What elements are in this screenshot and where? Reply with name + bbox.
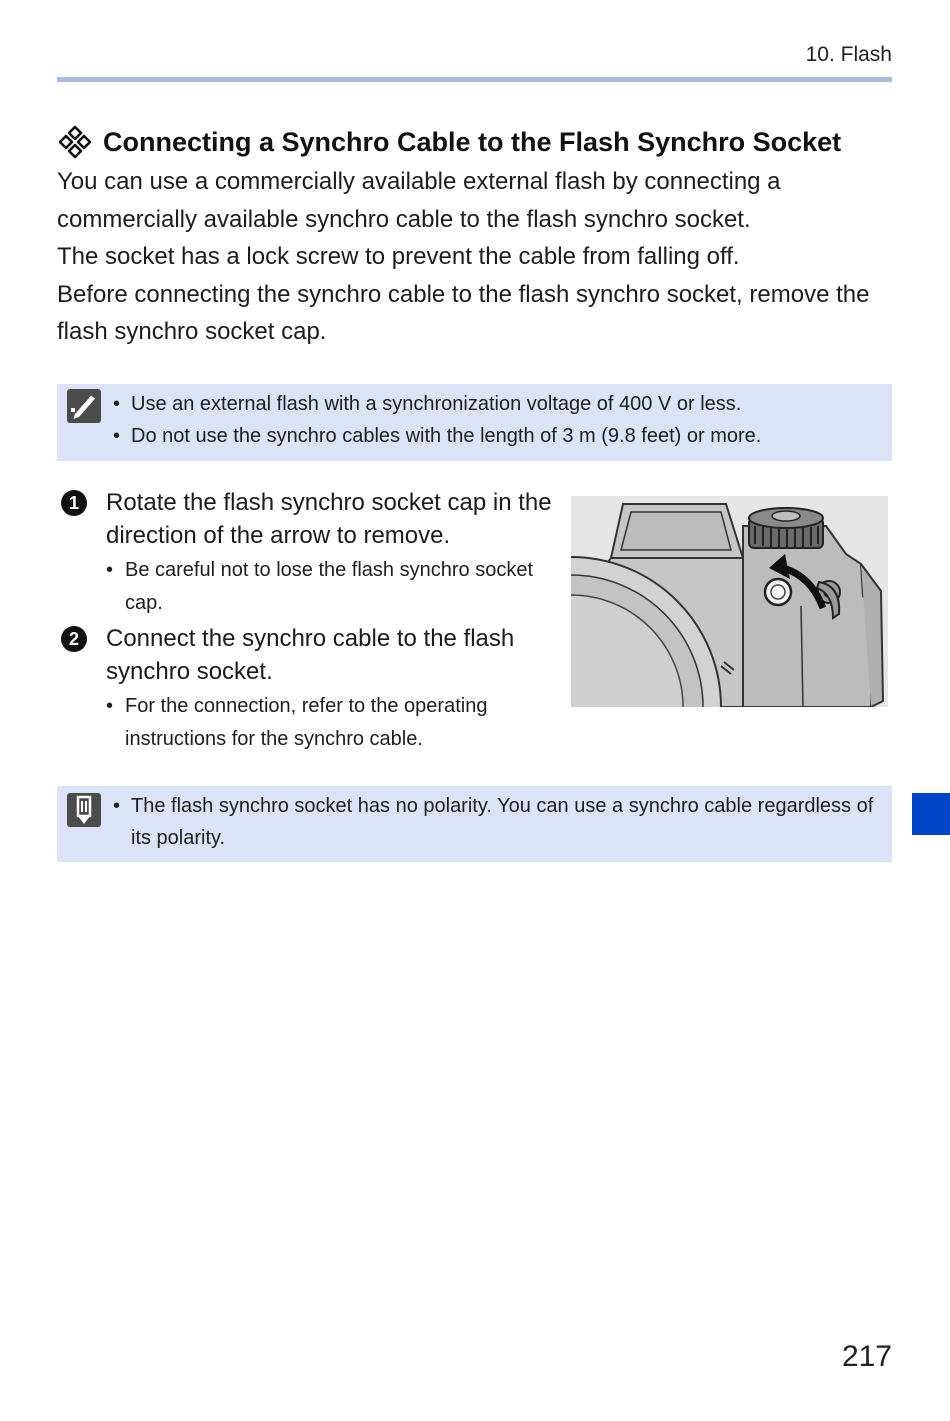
caution-item: • Do not use the synchro cables with the length of 3 m (9.8 feet) or more.	[113, 420, 883, 452]
page-number: 217	[841, 1340, 892, 1373]
camera-flash-socket-illustration	[571, 496, 888, 707]
intro-paragraph: Before connecting the synchro cable to the flash synchro socket, remove the flash synchro socket cap.	[57, 280, 870, 345]
step-1	[57, 487, 557, 619]
step-text: Rotate the flash synchro socket cap in the direction of the arrow to remove.	[106, 489, 552, 549]
intro-text	[57, 163, 897, 351]
caution-box	[57, 384, 892, 461]
camera-illustration	[571, 496, 888, 707]
diamond-cluster-icon	[57, 124, 93, 160]
section-label: 10. Flash	[805, 43, 892, 66]
step-2	[57, 623, 557, 755]
note-item: • The flash synchro socket has no polarity. You can use a synchro cable regardless of its polarity.	[113, 790, 883, 854]
note-list	[113, 790, 883, 854]
caution-pencil-icon	[67, 389, 101, 423]
chapter-side-tab	[912, 793, 950, 835]
step-number-badge: 2	[61, 626, 87, 652]
caution-item: • Use an external flash with a synchronization voltage of 400 V or less.	[113, 388, 883, 420]
header-rule	[57, 77, 892, 82]
step-note: • For the connection, refer to the operating instructions for the synchro cable.	[106, 690, 557, 755]
steps	[57, 487, 557, 755]
step-text: Connect the synchro cable to the flash synchro socket.	[106, 625, 515, 685]
intro-paragraph: You can use a commercially available external flash by connecting a commercially available synchro cable to the flash synchro socket.	[57, 168, 781, 233]
step-number-badge: 1	[61, 490, 87, 516]
note-memo-icon	[67, 793, 101, 827]
section-title-text: Connecting a Synchro Cable to the Flash Synchro Socket	[103, 126, 842, 157]
note-box	[57, 786, 892, 862]
section-title	[57, 124, 897, 160]
intro-paragraph: The socket has a lock screw to prevent the cable from falling off.	[57, 243, 740, 270]
step-note: • Be careful not to lose the flash synchro socket cap.	[106, 554, 557, 619]
caution-list	[113, 388, 883, 452]
